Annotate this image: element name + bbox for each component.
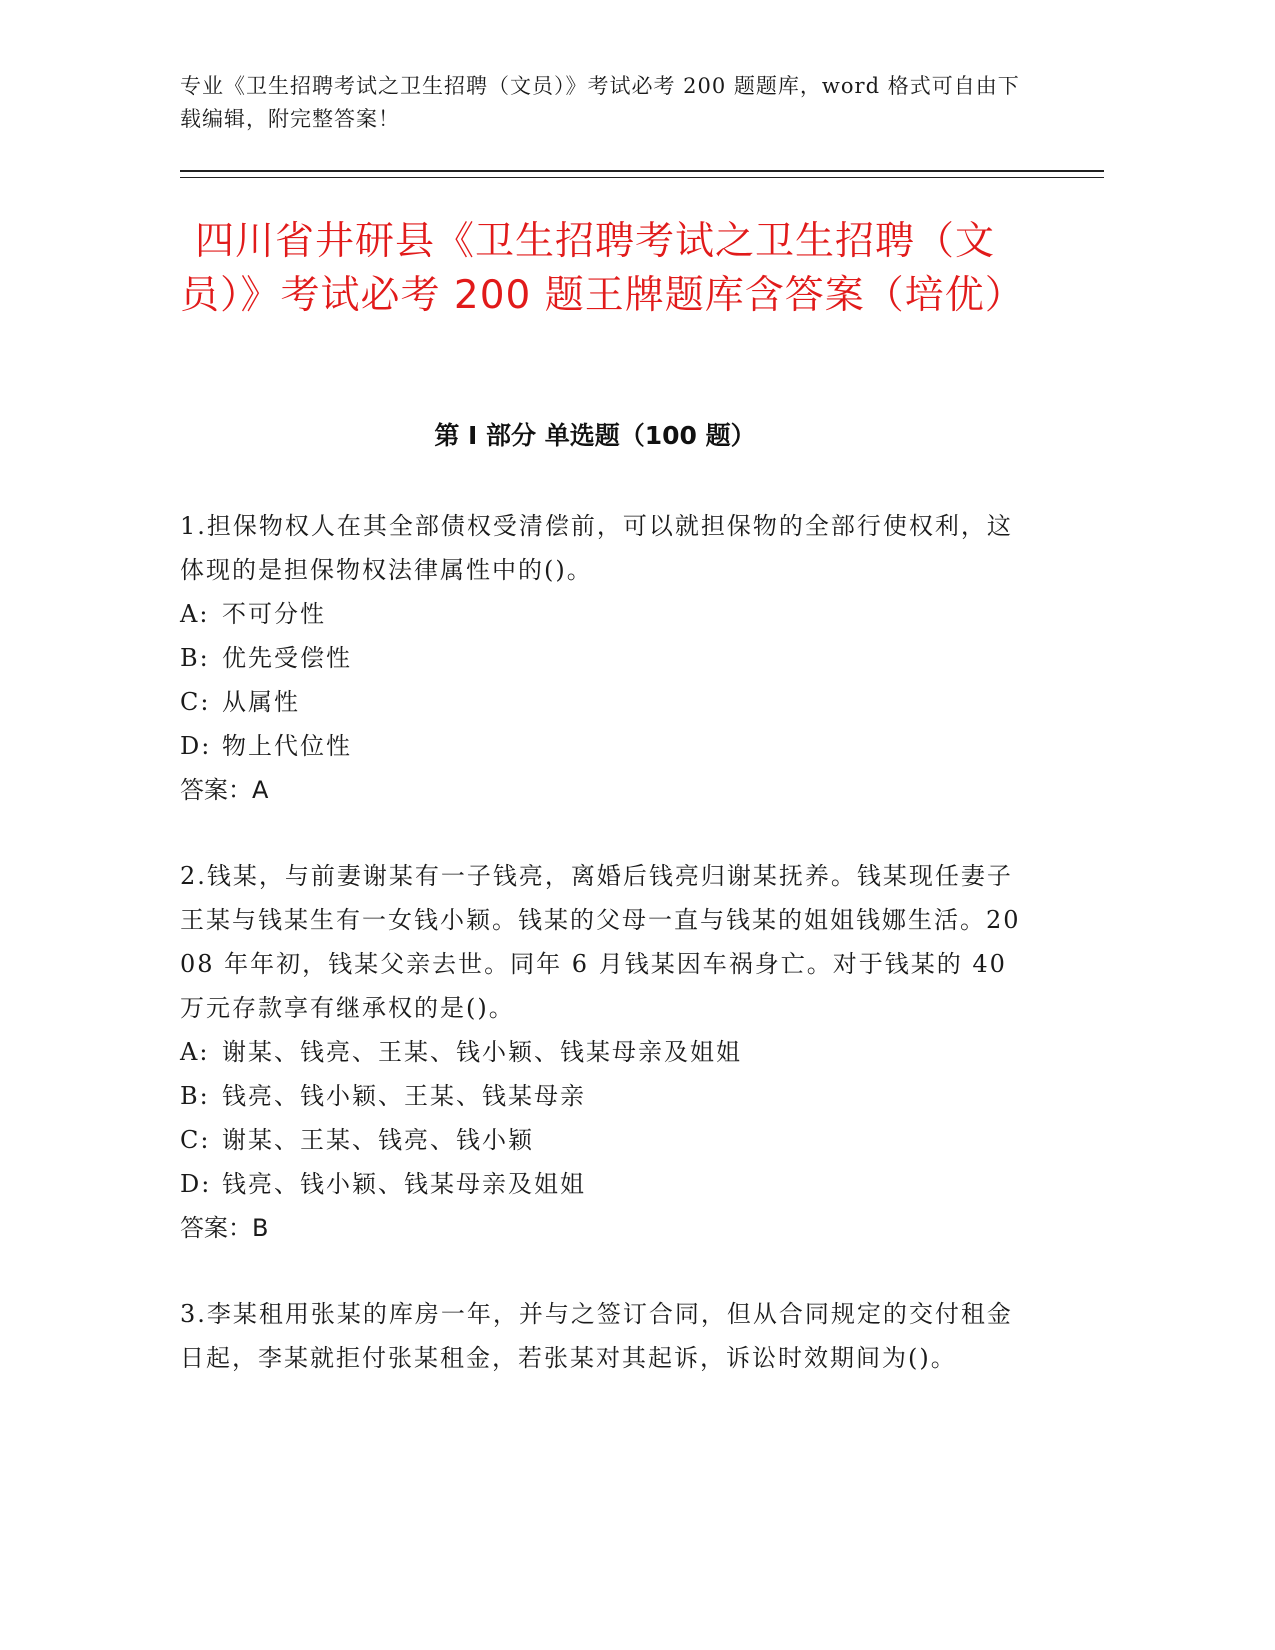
question-stem: 1.担保物权人在其全部债权受清偿前，可以就担保物的全部行使权利，这体现的是担保物权法律属性中的()。 [180, 512, 1013, 584]
question-3 [180, 1292, 1030, 1380]
option-d [180, 724, 1030, 768]
option-text: 谢某、王某、钱亮、钱小颖 [222, 1126, 534, 1154]
header-note: 专业《卫生招聘考试之卫生招聘（文员）》考试必考 200 题题库，word 格式可自由下载编辑，附完整答案！ [180, 74, 1020, 131]
header-divider-thick [180, 170, 1104, 172]
option-key: C: [180, 1126, 211, 1154]
option-text: 从属性 [222, 688, 300, 716]
option-text: 物上代位性 [222, 732, 352, 760]
option-text: 钱亮、钱小颖、王某、钱某母亲 [222, 1082, 586, 1110]
option-d [180, 1162, 1030, 1206]
option-text: 钱亮、钱小颖、钱某母亲及姐姐 [222, 1170, 586, 1198]
option-text: 不可分性 [222, 600, 326, 628]
option-key: D: [180, 732, 212, 760]
question-1 [180, 504, 1030, 812]
option-text: 优先受偿性 [222, 644, 352, 672]
option-text: 谢某、钱亮、王某、钱小颖、钱某母亲及姐姐 [222, 1038, 742, 1066]
section-title: 第 I 部分 单选题（100 题） [434, 421, 756, 450]
option-b [180, 636, 1030, 680]
document-title: 四川省井研县《卫生招聘考试之卫生招聘（文员）》考试必考 200 题王牌题库含答案（培优） [180, 219, 1025, 318]
option-key: A: [180, 1038, 210, 1066]
question-stem: 3.李某租用张某的库房一年，并与之签订合同，但从合同规定的交付租金日起，李某就拒付张某租金，若张某对其起诉，诉讼时效期间为()。 [180, 1300, 1013, 1372]
option-key: B: [180, 1082, 210, 1110]
question-list [180, 504, 1030, 1422]
question-2 [180, 854, 1030, 1250]
option-key: A: [180, 600, 210, 628]
answer-line: 答案：B [180, 1214, 269, 1242]
option-a [180, 592, 1030, 636]
answer-line: 答案：A [180, 776, 269, 804]
option-a [180, 1030, 1030, 1074]
option-key: B: [180, 644, 210, 672]
question-stem: 2.钱某，与前妻谢某有一子钱亮，离婚后钱亮归谢某抚养。钱某现任妻子王某与钱某生有一女钱小颖。钱某的父母一直与钱某的姐姐钱娜生活。2008 年年初，钱某父亲去世。同年 6 月钱某因车祸身亡。对于钱某的 40 万元存款享有继承权的是()。 [180, 862, 1021, 1022]
header-divider-thin [180, 177, 1104, 178]
option-key: D: [180, 1170, 212, 1198]
option-key: C: [180, 688, 211, 716]
option-c [180, 1118, 1030, 1162]
option-c [180, 680, 1030, 724]
option-b [180, 1074, 1030, 1118]
